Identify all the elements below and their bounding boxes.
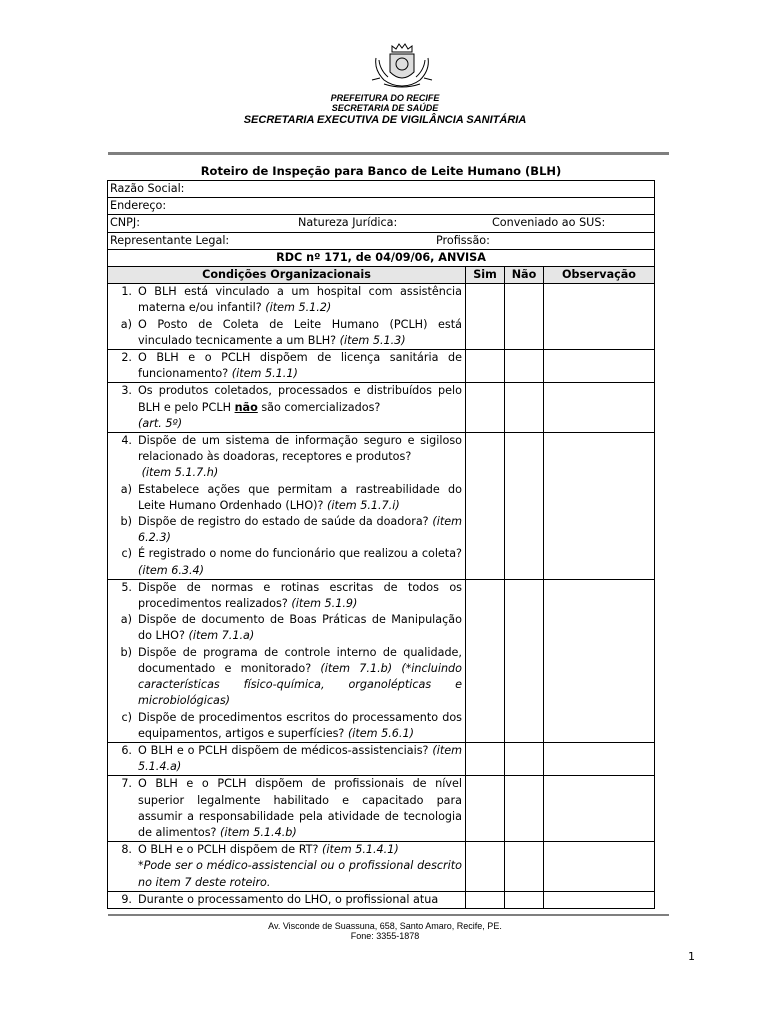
header-prefeitura: PREFEITURA DO RECIFE bbox=[330, 93, 440, 103]
nao-cell[interactable] bbox=[505, 742, 544, 775]
list-item: c) Dispõe de procedimentos escritos do processamento dos equipamentos, artigos e superfícies? (item 5.6.1) bbox=[121, 710, 462, 740]
top-divider bbox=[108, 152, 669, 155]
table-row bbox=[108, 284, 655, 350]
sim-cell[interactable] bbox=[466, 284, 505, 350]
nao-cell[interactable] bbox=[505, 383, 544, 433]
condition-cell bbox=[108, 842, 466, 892]
condition-cell bbox=[108, 776, 466, 842]
natureza-juridica-field: Natureza Jurídica: bbox=[298, 216, 398, 230]
table-row bbox=[108, 433, 655, 580]
nao-cell[interactable] bbox=[505, 433, 544, 580]
list-item: 5. Dispõe de normas e rotinas escritas de todos os procedimentos realizados? (item 5.1.9) bbox=[121, 580, 462, 611]
condition-cell bbox=[108, 350, 466, 383]
observacao-cell[interactable] bbox=[544, 579, 655, 742]
table-row bbox=[108, 742, 655, 775]
rdc-heading: RDC nº 171, de 04/09/06, ANVISA bbox=[108, 249, 655, 266]
list-item: c) É registrado o nome do funcionário que realizou a coleta? (item 6.3.4) bbox=[121, 547, 462, 577]
list-item: 9. Durante o processamento do LHO, o profissional atua bbox=[121, 892, 439, 906]
bottom-divider bbox=[108, 914, 669, 916]
list-item: 2. O BLH e o PCLH dispõem de licença sanitária de funcionamento? (item 5.1.1) bbox=[121, 351, 462, 381]
observacao-cell[interactable] bbox=[544, 433, 655, 580]
footer-address: Av. Visconde de Suassuna, 658, Santo Amaro, Recife, PE. bbox=[268, 921, 502, 931]
condition-cell bbox=[108, 579, 466, 742]
list-item: a) Dispõe de documento de Boas Práticas de Manipulação do LHO? (item 7.1.a) bbox=[120, 613, 462, 643]
list-item: b) Dispõe de registro do estado de saúde da doadora? (item 6.2.3) bbox=[120, 515, 462, 545]
list-item: 3. Os produtos coletados, processados e distribuídos pelo BLH e pelo PCLH não são comercializados? (art. 5º) bbox=[121, 384, 462, 430]
condition-cell bbox=[108, 891, 466, 908]
header-secretaria: SECRETARIA DE SAÚDE bbox=[331, 103, 439, 113]
representante-row bbox=[108, 232, 655, 249]
condition-cell bbox=[108, 284, 466, 350]
cnpj-row bbox=[108, 215, 655, 232]
table-row bbox=[108, 776, 655, 842]
cnpj-field: CNPJ: bbox=[110, 216, 140, 230]
table-row bbox=[108, 842, 655, 892]
sim-cell[interactable] bbox=[466, 891, 505, 908]
sim-cell[interactable] bbox=[466, 842, 505, 892]
footer-phone: Fone: 3355-1878 bbox=[350, 931, 420, 941]
document-title: Roteiro de Inspeção para Banco de Leite Humano (BLH) bbox=[200, 164, 562, 178]
sim-cell[interactable] bbox=[466, 383, 505, 433]
table-row bbox=[108, 579, 655, 742]
profissao-field: Profissão: bbox=[436, 233, 490, 247]
conveniado-sus-field: Conveniado ao SUS: bbox=[492, 216, 606, 230]
observacao-cell[interactable] bbox=[544, 776, 655, 842]
sim-cell[interactable] bbox=[466, 742, 505, 775]
col-observacao-header: Observação bbox=[544, 267, 655, 284]
condition-cell bbox=[108, 742, 466, 775]
nao-cell[interactable] bbox=[505, 776, 544, 842]
representante-legal-field: Representante Legal: bbox=[110, 233, 230, 247]
table-row bbox=[108, 891, 655, 908]
list-item: 4. Dispõe de um sistema de informação seguro e sigiloso relacionado às doadoras, receptores e produtos? (item 5.1.7.h) bbox=[121, 434, 462, 480]
nao-cell[interactable] bbox=[505, 842, 544, 892]
nao-cell[interactable] bbox=[505, 891, 544, 908]
nao-cell[interactable] bbox=[505, 350, 544, 383]
col-sim-header: Sim bbox=[466, 267, 505, 284]
nao-cell[interactable] bbox=[505, 579, 544, 742]
inspection-table bbox=[107, 180, 655, 909]
observacao-cell[interactable] bbox=[544, 350, 655, 383]
sim-cell[interactable] bbox=[466, 579, 505, 742]
table-row bbox=[108, 350, 655, 383]
list-item: 1. O BLH está vinculado a um hospital com assistência materna e/ou infantil? (item 5.1.2) bbox=[121, 285, 462, 315]
list-item: a) Estabelece ações que permitam a rastreabilidade do Leite Humano Ordenhado (LHO)? (item 5.1.7.i) bbox=[120, 482, 462, 512]
sim-cell[interactable] bbox=[466, 350, 505, 383]
observacao-cell[interactable] bbox=[544, 383, 655, 433]
list-item: 6. O BLH e o PCLH dispõem de médicos-assistenciais? (item 5.1.4.a) bbox=[121, 743, 462, 774]
endereco-field: Endereço: bbox=[108, 198, 655, 215]
condition-cell bbox=[108, 383, 466, 433]
list-item: 7. O BLH e o PCLH dispõem de profissionais de nível superior legalmente habilitado e capacitado para assumir a responsabilidade pela atividade de tecnologia de alimentos? (item 5.1.4.b) bbox=[121, 777, 462, 839]
list-item: 8. O BLH e o PCLH dispõem de RT? (item 5.1.4.1) *Pode ser o médico-assistencial ou o profissional descrito no item 7 deste roteiro. bbox=[121, 843, 462, 889]
sim-cell[interactable] bbox=[466, 776, 505, 842]
header-secretaria-executiva: SECRETARIA EXECUTIVA DE VIGILÂNCIA SANITÁRIA bbox=[243, 114, 527, 126]
observacao-cell[interactable] bbox=[544, 891, 655, 908]
observacao-cell[interactable] bbox=[544, 742, 655, 775]
razao-social-field: Razão Social: bbox=[108, 181, 655, 198]
condition-cell bbox=[108, 433, 466, 580]
list-item: a) O Posto de Coleta de Leite Humano (PCLH) está vinculado tecnicamente a um BLH? (item 5.1.3) bbox=[120, 317, 462, 347]
coat-of-arms-icon bbox=[370, 40, 434, 90]
list-item: b) Dispõe de programa de controle interno de qualidade, documentado e monitorado? (item 7.1.b) (*incluindo características físico-química, organolépticas e microbiológicas) bbox=[120, 645, 462, 708]
page-number: 1 bbox=[688, 950, 695, 963]
table-row bbox=[108, 383, 655, 433]
observacao-cell[interactable] bbox=[544, 842, 655, 892]
col-condicoes-header: Condições Organizacionais bbox=[108, 267, 466, 284]
observacao-cell[interactable] bbox=[544, 284, 655, 350]
nao-cell[interactable] bbox=[505, 284, 544, 350]
sim-cell[interactable] bbox=[466, 433, 505, 580]
col-nao-header: Não bbox=[505, 267, 544, 284]
